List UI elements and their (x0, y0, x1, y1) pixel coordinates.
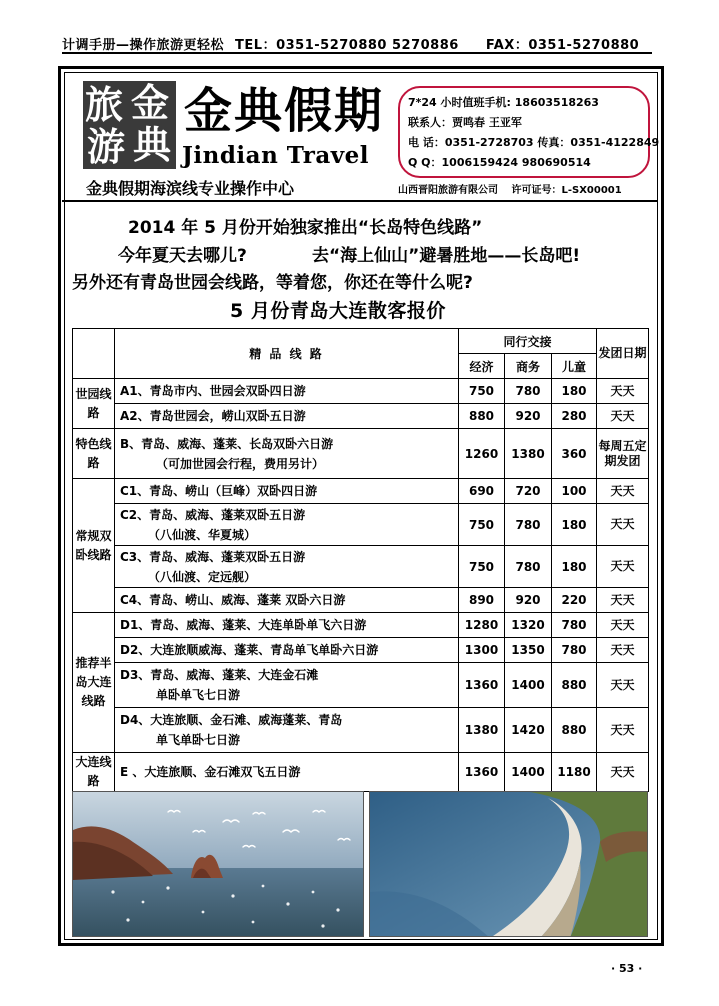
price-economy: 1260 (459, 429, 505, 479)
price-child: 780 (552, 638, 597, 663)
route-name: D4、大连旅顺、金石滩、威海蓬莱、青岛 (120, 713, 343, 727)
brand-name-cn: 金典假期 (184, 83, 385, 139)
promo-line-1: 2014 年 5 月份开始独家推出“长岛特色线路” (128, 218, 483, 238)
brand-tagline: 金典假期海滨线专业操作中心 (86, 179, 295, 198)
route-name: E 、大连旅顺、金石滩双飞五日游 (115, 753, 459, 792)
header-slogan: 计调手册—操作旅游更轻松 (62, 38, 225, 53)
route-name: A1、青岛市内、世园会双卧四日游 (115, 379, 459, 404)
price-economy: 1360 (459, 663, 505, 708)
route-note: 单卧单飞七日游 (156, 688, 241, 702)
route-name: C4、青岛、崂山、威海、蓬莱 双卧六日游 (115, 588, 459, 613)
category-peninsula: 推荐半岛大连线路 (73, 613, 115, 753)
contact-phone-fax: 电 话：0351-2728703 传真：0351-4122849 (408, 136, 660, 149)
brand-name-en: Jindian Travel (182, 142, 369, 169)
route-cell (115, 708, 459, 753)
license-line (398, 181, 622, 196)
header-economy: 经济 (459, 354, 505, 379)
route-cell (115, 663, 459, 708)
category-expo: 世园线路 (73, 379, 115, 429)
schedule: 天天 (597, 753, 649, 792)
contact-persons: 联系人：贾鸣春 王亚军 (408, 116, 522, 129)
logo-glyph: 游 (87, 124, 126, 169)
schedule: 天天 (597, 404, 649, 429)
price-business: 1350 (505, 638, 552, 663)
schedule: 天天 (597, 546, 649, 588)
price-economy: 750 (459, 546, 505, 588)
price-child: 360 (552, 429, 597, 479)
beach-coast-photo (369, 791, 648, 937)
price-child: 180 (552, 546, 597, 588)
route-name: D3、青岛、威海、蓬莱、大连金石滩 (120, 668, 319, 682)
price-child: 180 (552, 379, 597, 404)
header-category (73, 329, 115, 379)
table-row (73, 404, 649, 429)
table-row (73, 379, 649, 404)
category-dalian: 大连线路 (73, 753, 115, 792)
schedule: 天天 (597, 708, 649, 753)
schedule: 天天 (597, 504, 649, 546)
price-table (72, 328, 649, 792)
route-note: （八仙渡、华夏城） (148, 527, 257, 542)
route-name: C2、青岛、威海、蓬莱双卧五日游 (120, 507, 306, 522)
table-row (73, 663, 649, 708)
schedule: 天天 (597, 638, 649, 663)
price-economy: 1280 (459, 613, 505, 638)
price-economy: 1360 (459, 753, 505, 792)
route-note: （八仙渡、定远舰） (148, 569, 257, 584)
route-name: D1、青岛、威海、蓬莱、大连单卧单飞六日游 (115, 613, 459, 638)
route-name: C1、青岛、崂山（巨峰）双卧四日游 (115, 479, 459, 504)
table-row (73, 546, 649, 588)
route-name: D2、大连旅顺威海、蓬莱、青岛单飞单卧六日游 (115, 638, 459, 663)
price-business: 1400 (505, 663, 552, 708)
price-business: 1380 (505, 429, 552, 479)
price-economy: 880 (459, 404, 505, 429)
running-header (62, 34, 652, 54)
price-economy: 1380 (459, 708, 505, 753)
schedule: 天天 (597, 663, 649, 708)
logo-glyph: 金 (131, 81, 170, 125)
route-name: C3、青岛、威海、蓬莱双卧五日游 (120, 549, 306, 564)
contact-box (398, 86, 660, 178)
promo-line-2a: 今年夏天去哪儿? (118, 246, 247, 266)
price-economy: 1300 (459, 638, 505, 663)
price-business: 780 (505, 379, 552, 404)
price-business: 780 (505, 504, 552, 546)
table-row (73, 708, 649, 753)
table-row (73, 638, 649, 663)
price-child: 880 (552, 708, 597, 753)
table-row (73, 588, 649, 613)
route-note: 单飞单卧七日游 (156, 733, 241, 747)
price-business: 920 (505, 588, 552, 613)
price-child: 880 (552, 663, 597, 708)
price-business: 780 (505, 546, 552, 588)
price-economy: 750 (459, 504, 505, 546)
page-number: · 53 · (611, 962, 643, 975)
header-tel: TEL：0351-5270880 5270886 (235, 38, 459, 53)
price-business: 1400 (505, 753, 552, 792)
header-group: 同行交接 (459, 329, 597, 354)
price-child: 1180 (552, 753, 597, 792)
schedule: 天天 (597, 379, 649, 404)
seagull-sea-photo (72, 791, 364, 937)
route-name: A2、青岛世园会，崂山双卧五日游 (115, 404, 459, 429)
company-name: 山西晋阳旅游有限公司 (398, 185, 498, 196)
price-child: 100 (552, 479, 597, 504)
license-number: 许可证号：L-SX00001 (511, 185, 622, 196)
price-child: 780 (552, 613, 597, 638)
table-row (73, 613, 649, 638)
header-child: 儿童 (552, 354, 597, 379)
header-business: 商务 (505, 354, 552, 379)
price-child: 280 (552, 404, 597, 429)
header-fax: FAX：0351-5270880 (485, 38, 640, 53)
brand-logo (83, 81, 176, 169)
route-cell (115, 504, 459, 546)
schedule: 天天 (597, 613, 649, 638)
price-economy: 690 (459, 479, 505, 504)
header-schedule: 发团日期 (597, 329, 649, 379)
table-title: 5 月份青岛大连散客报价 (230, 300, 446, 322)
table-row (73, 504, 649, 546)
logo-glyph: 典 (133, 122, 172, 167)
promo-line-2b: 去“海上仙山”避暑胜地——长岛吧! (312, 246, 581, 266)
table-row (73, 753, 649, 792)
route-cell (115, 429, 459, 479)
contact-qq: Q Q：1006159424 980690514 (408, 156, 591, 169)
category-special: 特色线路 (73, 429, 115, 479)
price-child: 180 (552, 504, 597, 546)
price-economy: 750 (459, 379, 505, 404)
price-business: 1320 (505, 613, 552, 638)
promo-line-3: 另外还有青岛世园会线路，等着您，你还在等什么呢? (72, 273, 473, 293)
price-business: 1420 (505, 708, 552, 753)
schedule: 每周五定期发团 (597, 429, 649, 479)
category-regular: 常规双卧线路 (73, 479, 115, 613)
contact-hotline: 7*24 小时值班手机: 18603518263 (408, 96, 599, 109)
route-note: （可加世园会行程，费用另计） (156, 456, 325, 471)
table-row (73, 479, 649, 504)
schedule: 天天 (597, 588, 649, 613)
price-business: 720 (505, 479, 552, 504)
logo-glyph: 旅 (85, 82, 124, 127)
schedule: 天天 (597, 479, 649, 504)
price-economy: 890 (459, 588, 505, 613)
divider (62, 200, 658, 202)
price-child: 220 (552, 588, 597, 613)
route-name: B、青岛、威海、蓬莱、长岛双卧六日游 (120, 436, 334, 451)
header-route: 精 品 线 路 (115, 329, 459, 379)
price-business: 920 (505, 404, 552, 429)
table-row (73, 429, 649, 479)
route-cell (115, 546, 459, 588)
